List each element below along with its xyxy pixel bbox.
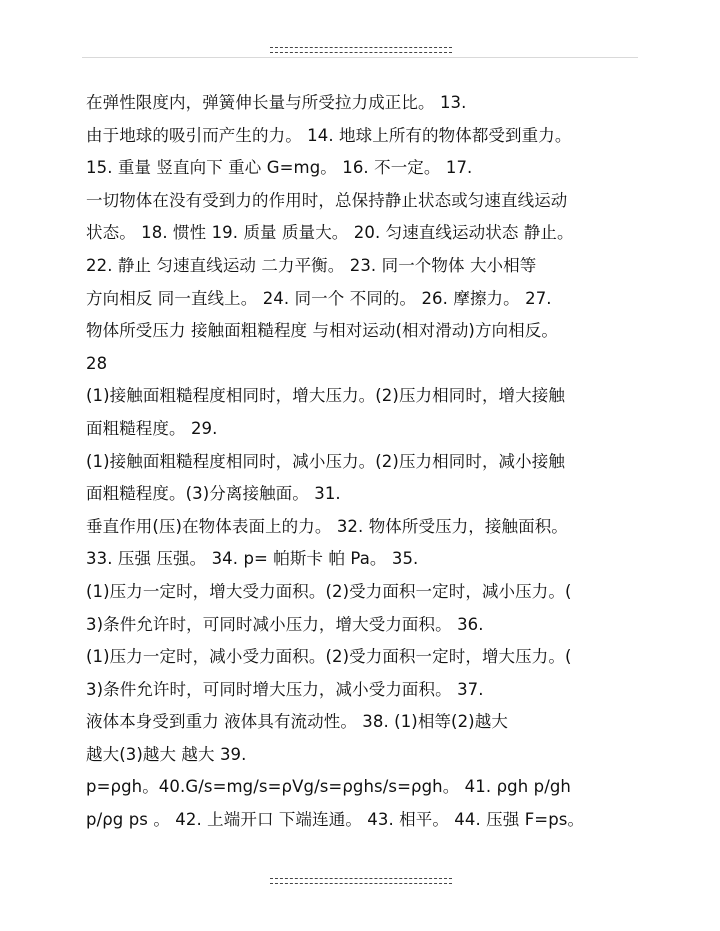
text-line: 3)条件允许时，可同时增大压力，减小受力面积。 37. bbox=[86, 679, 484, 699]
header-dotted-rule bbox=[270, 47, 452, 53]
text-line: 33. 压强 压强。 34. p= 帕斯卡 帕 Pa。 35. bbox=[86, 549, 419, 569]
text-line: 28 bbox=[86, 353, 108, 373]
text-line: 由于地球的吸引而产生的力。 14. 地球上所有的物体都受到重力。 bbox=[86, 125, 572, 145]
text-line: p/ρg ps 。 42. 上端开口 下端连通。 43. 相平。 44. 压强 F=ps。 bbox=[86, 810, 585, 830]
text-line: 垂直作用(压)在物体表面上的力。 32. 物体所受压力，接触面积。 bbox=[86, 516, 568, 536]
text-line: 方向相反 同一直线上。 24. 同一个 不同的。 26. 摩擦力。 27. bbox=[86, 288, 552, 308]
answer-text-block bbox=[86, 87, 646, 837]
text-line: (1)接触面粗糙程度相同时，增大压力。(2)压力相同时，增大接触 bbox=[86, 386, 565, 406]
text-line: 物体所受压力 接触面粗糙程度 与相对运动(相对滑动)方向相反。 bbox=[86, 321, 558, 341]
text-line: 一切物体在没有受到力的作用时，总保持静止状态或匀速直线运动 bbox=[86, 190, 568, 210]
header-divider bbox=[82, 57, 638, 58]
footer-dotted-rule bbox=[270, 878, 452, 884]
text-line: 液体本身受到重力 液体具有流动性。 38. (1)相等(2)越大 bbox=[86, 712, 508, 732]
text-line: 在弹性限度内，弹簧伸长量与所受拉力成正比。 13. bbox=[86, 93, 467, 112]
text-line: 22. 静止 匀速直线运动 二力平衡。 23. 同一个物体 大小相等 bbox=[86, 255, 537, 275]
text-line: p=ρgh。40.G/s=mg/s=ρVg/s=ρghs/s=ρgh。 41. ρgh p/gh bbox=[86, 777, 571, 797]
text-line: 面粗糙程度。 29. bbox=[86, 418, 218, 438]
text-line: (1)压力一定时，减小受力面积。(2)受力面积一定时，增大压力。( bbox=[86, 647, 572, 667]
text-line: (1)接触面粗糙程度相同时，减小压力。(2)压力相同时，减小接触 bbox=[86, 451, 565, 471]
text-line: 15. 重量 竖直向下 重心 G=mg。 16. 不一定。 17. bbox=[86, 158, 473, 178]
text-line: 面粗糙程度。(3)分离接触面。 31. bbox=[86, 484, 341, 504]
text-line: 越大(3)越大 越大 39. bbox=[86, 744, 247, 764]
text-line: (1)压力一定时，增大受力面积。(2)受力面积一定时，减小压力。( bbox=[86, 581, 572, 601]
text-line: 3)条件允许时，可同时减小压力，增大受力面积。 36. bbox=[86, 614, 484, 634]
text-line: 状态。 18. 惯性 19. 质量 质量大。 20. 匀速直线运动状态 静止。 bbox=[86, 223, 574, 243]
